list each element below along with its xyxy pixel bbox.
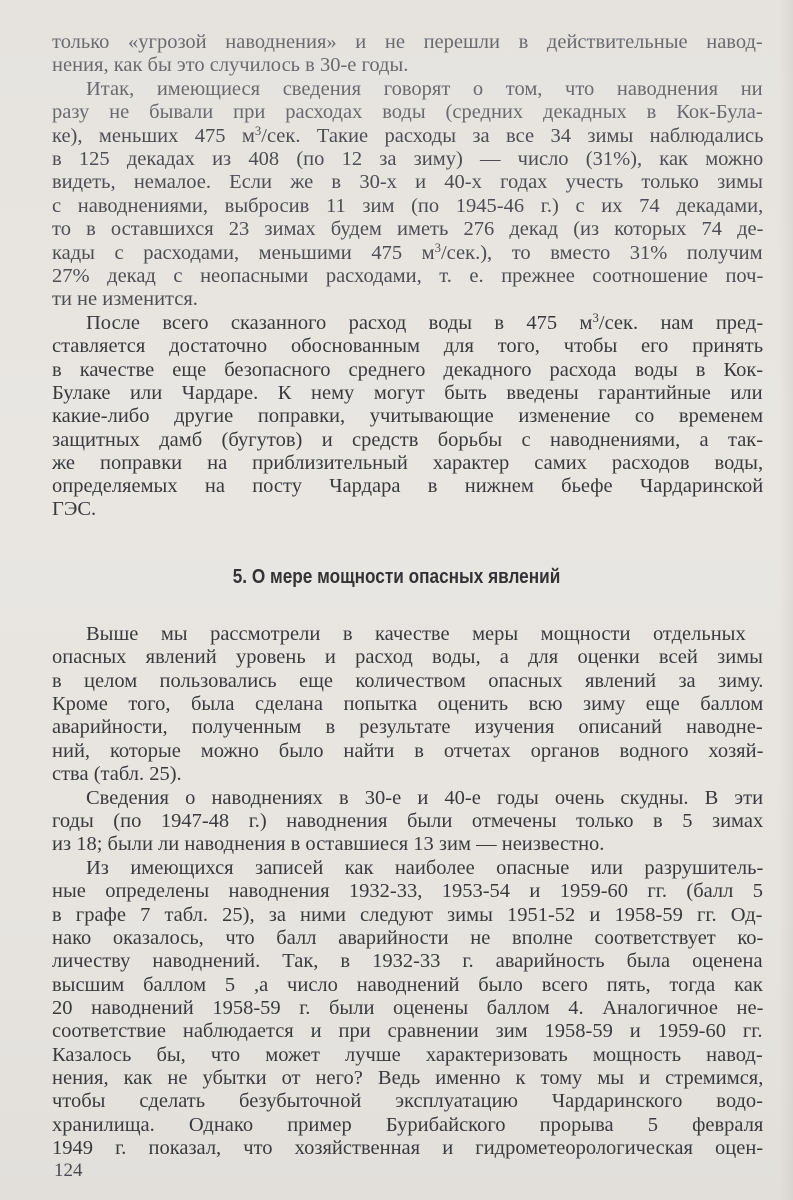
text-line: ГЭС. — [52, 498, 97, 520]
text-line: Сведения о наводнениях в 30-е и 40-е годы очень скудны. В эти — [86, 787, 764, 809]
text-line: с наводнениями, выбросив 11 зим (по 1945-46 г.) с их 74 декадами, — [52, 195, 764, 217]
text-line: чтобы сделать безубыточной эксплуатацию Чардаринского водо- — [52, 1090, 763, 1112]
text-line: хранилища. Однако пример Бурибайского прорыва 5 февраля — [52, 1114, 764, 1136]
text-line: нако оказалось, что балл аварийности не вполне соответствует ко- — [52, 927, 764, 949]
text-line: ставляется достаточно обоснованным для того, чтобы его принять — [52, 335, 764, 357]
text-span: /сек. нам пред- — [598, 312, 764, 334]
text-line: высшим баллом 5 ,а число наводнений было всего пять, тогда как — [52, 974, 763, 996]
text-line: в графе 7 табл. 25), за ними следуют зимы 1951-52 и 1958-59 гг. Од- — [52, 904, 763, 926]
superscript: 3 — [592, 311, 599, 326]
text-line: разу не бывали при расходах воды (средних декадных в Кок-Була- — [52, 101, 763, 123]
text-line: 1949 г. показал, что хозяйственная и гидрометеорологическая оцен- — [52, 1137, 764, 1159]
text-line: только «угрозой наводнения» и не перешли в действительные навод- — [52, 31, 763, 53]
text-span: ке), меньших 475 м — [52, 125, 255, 147]
superscript: 3 — [254, 124, 262, 139]
text-line: 20 наводнений 1958-59 г. были оценены баллом 4. Аналогичное не- — [52, 997, 764, 1019]
text-line: Выше мы рассмотрели в качестве меры мощности отдельных — [86, 623, 746, 645]
text-line: годы (по 1947-48 г.) наводнения были отмечены только в 5 зимах — [52, 810, 764, 832]
text-line: видеть, немалое. Если же в 30-х и 40-х годах учесть только зимы — [52, 171, 763, 193]
text-line: ти не изменится. — [52, 288, 198, 310]
text-line: в 125 декадах из 408 (по 12 за зиму) — число (31%), как можно — [52, 148, 764, 170]
text-line: ства (табл. 25). — [52, 763, 182, 785]
text-line — [52, 124, 763, 148]
section-heading: 5. О мере мощности опасных явлений — [232, 566, 561, 588]
text-line: Казалось бы, что может лучше характеризовать мощность навод- — [52, 1044, 763, 1066]
text-line: определяемых на посту Чардара в нижнем бьефе Чардаринской — [52, 475, 764, 497]
page-edge-shadow — [779, 0, 793, 1200]
text-line: личеству наводнений. Так, в 1932-33 г. аварийность была оценена — [52, 950, 763, 972]
superscript: 3 — [434, 241, 441, 256]
text-line: то в оставшихся 23 зимах будем иметь 276 декад (из которых 74 де- — [52, 218, 764, 240]
text-span: /сек.), то вместо 31% получим — [440, 242, 763, 264]
text-line: же поправки на приблизительный характер самих расходов воды, — [52, 452, 764, 474]
text-line: нения, как не убытки от него? Ведь именно к тому мы и стремимся, — [52, 1067, 764, 1089]
text-line: какие-либо другие поправки, учитывающие изменение со временем — [52, 405, 764, 427]
text-line: Кроме того, была сделана попытка оценить всю зиму еще баллом — [52, 693, 764, 715]
text-line: из 18; были ли наводнения в оставшиеся 13 зим — неизвестно. — [52, 833, 605, 855]
page-number: 124 — [54, 1160, 83, 1181]
text-line: в качестве еще безопасного среднего декадного расхода воды в Кок- — [52, 359, 764, 381]
text-line: ные определены наводнения 1932-33, 1953-54 и 1959-60 гг. (балл 5 — [52, 880, 763, 902]
text-line: Из имеющихся записей как наиболее опасные или разрушитель- — [86, 857, 764, 879]
text-line: соответствие наблюдается и при сравнении зим 1958-59 и 1959-60 гг. — [52, 1020, 763, 1042]
text-line: ний, которые можно было найти в отчетах органов водного хозяй- — [52, 740, 764, 762]
text-line: опасных явлений уровень и расход воды, а для оценки всей зимы — [52, 646, 763, 668]
text-line: защитных дамб (бугутов) и средств борьбы с наводнениями, а так- — [52, 429, 764, 451]
text-line: 27% декад с неопасными расходами, т. е. прежнее соотношение поч- — [52, 265, 764, 287]
text-span: После всего сказанного расход воды в 475 м — [86, 312, 593, 334]
text-line: Булаке или Чардаре. К нему могут быть введены гарантийные или — [52, 382, 763, 404]
text-line: в целом пользовались еще количеством опасных явлений за зиму. — [52, 670, 764, 692]
text-span: /сек. Такие расходы за все 34 зимы наблюдались — [261, 125, 764, 147]
text-line — [86, 311, 763, 335]
text-line: аварийности, полученным в результате изучения описаний наводне- — [52, 716, 763, 738]
text-span: кады с расходами, меньшими 475 м — [52, 242, 435, 264]
text-line: нения, как бы это случилось в 30-е годы. — [52, 54, 409, 76]
text-line: Итак, имеющиеся сведения говорят о том, что наводнения ни — [86, 78, 763, 100]
text-line — [52, 241, 763, 265]
